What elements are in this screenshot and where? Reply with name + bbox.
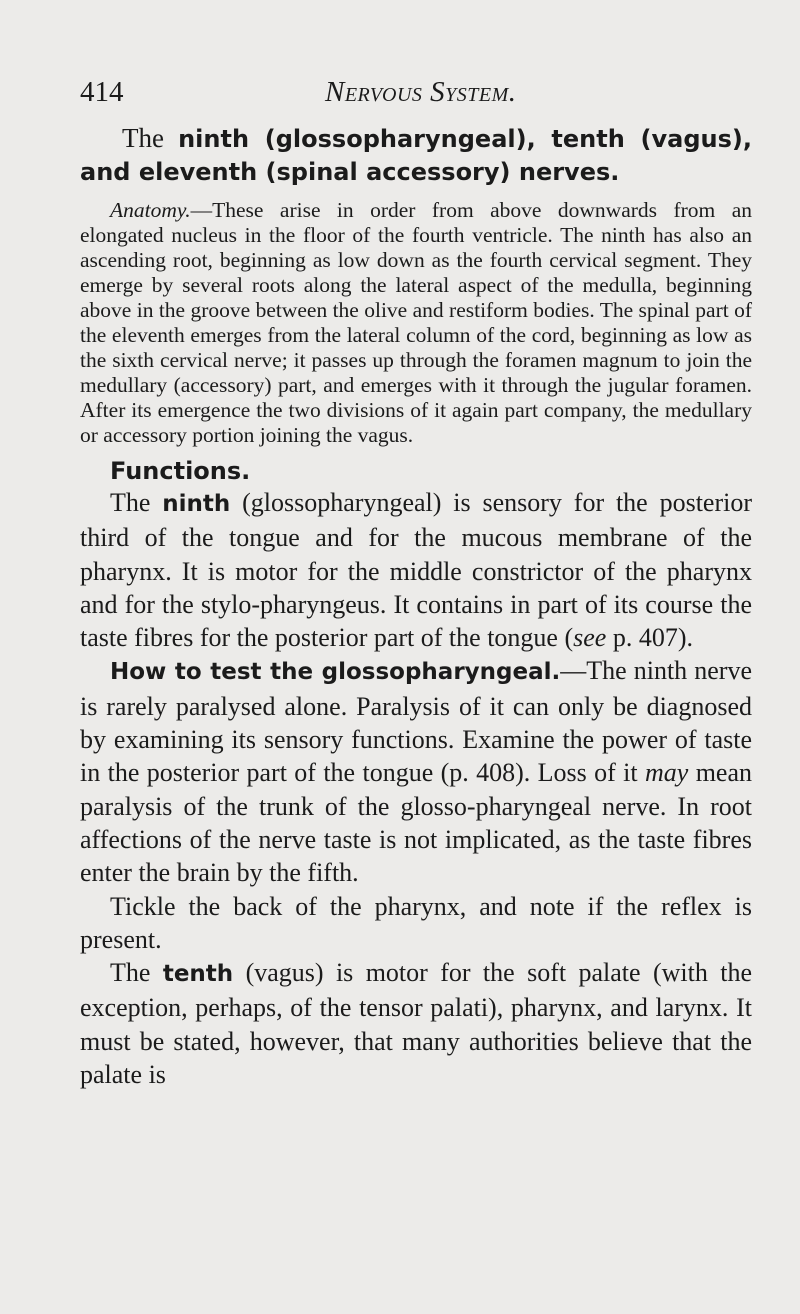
functions-heading: Functions. xyxy=(110,457,251,485)
tenth-text: (vagus) is motor for the soft palate (with the exception, perhaps, of the tensor palati), pharynx, and larynx. It must be stated, however, that many authorities believe that the palate is xyxy=(80,958,753,1090)
title-mid2: (vagus), and xyxy=(80,125,752,186)
body-text xyxy=(80,122,752,1091)
how-to-test-text2: mean paralysis of the trunk of the glosso-pharyngeal nerve. In root affections of the nerve taste is not implicated, as the taste fibres enter the brain by the fifth. xyxy=(80,758,753,888)
p1-pre: The xyxy=(110,488,163,517)
running-title: Nervous System. xyxy=(325,76,517,108)
how-to-test-text1: —The ninth nerve is rarely paralysed alone. Paralysis of it can only be diagnosed by examining its sensory functions. Examine the power of taste in the posterior part of the tongue (p. 408). Loss of it xyxy=(80,656,752,788)
tenth-pre: The xyxy=(110,958,163,988)
how-to-test-italic: may xyxy=(645,758,689,788)
tickle-paragraph: Tickle the back of the pharynx, and note if the reflex is present. xyxy=(80,891,752,954)
tenth-paragraph xyxy=(80,956,752,1091)
p1-see: see xyxy=(573,623,607,653)
anatomy-paragraph xyxy=(80,198,752,448)
title-eleventh: eleventh xyxy=(138,158,258,186)
anatomy-text: —These arise in order from above downwards from an elongated nucleus in the floor of the fourth ventricle. The ninth has also an ascending root, beginning as low down as the fourth cervical segment. They emerge by several roots along the lateral aspect of the medulla, beginning above in the groove between the olive and restiform bodies. The spinal part of the eleventh emerges from the lateral column of the cord, beginning as low as the sixth cervical nerve; it passes up through the foramen magnum to join the medullary (accessory) part, and emerges with it through the jugular foramen. After its emergence the two divisions of it again part company, the medullary or accessory portion joining the vagus. xyxy=(80,198,752,447)
title-mid3: (spinal accessory) nerves. xyxy=(257,158,620,186)
title-tenth: tenth xyxy=(551,125,625,153)
title-mid1: (glossopharyngeal), xyxy=(249,125,552,153)
p1-text: (glossopharyngeal) is sensory for the posterior third of the tongue and for the mucous membrane of the pharynx. It is motor for the middle constrictor of the pharynx and for the stylo-pharyngeus. It contains in part of its course the taste fibres for the posterior part of the tongue ( xyxy=(80,488,752,653)
how-to-test-paragraph xyxy=(80,654,752,889)
anatomy-label: Anatomy. xyxy=(110,198,191,222)
p1-end: p. 407). xyxy=(606,623,693,653)
title-ninth: ninth xyxy=(178,125,250,153)
ninth-functions-paragraph xyxy=(80,486,752,654)
title-pre: The xyxy=(122,123,179,153)
p1-bold-ninth: ninth xyxy=(162,491,231,517)
how-to-test-heading: How to test the glossopharyngeal. xyxy=(110,659,561,686)
section-title xyxy=(80,122,752,188)
tenth-bold: tenth xyxy=(162,961,234,988)
page-number: 414 xyxy=(80,76,124,108)
running-head xyxy=(80,76,752,116)
